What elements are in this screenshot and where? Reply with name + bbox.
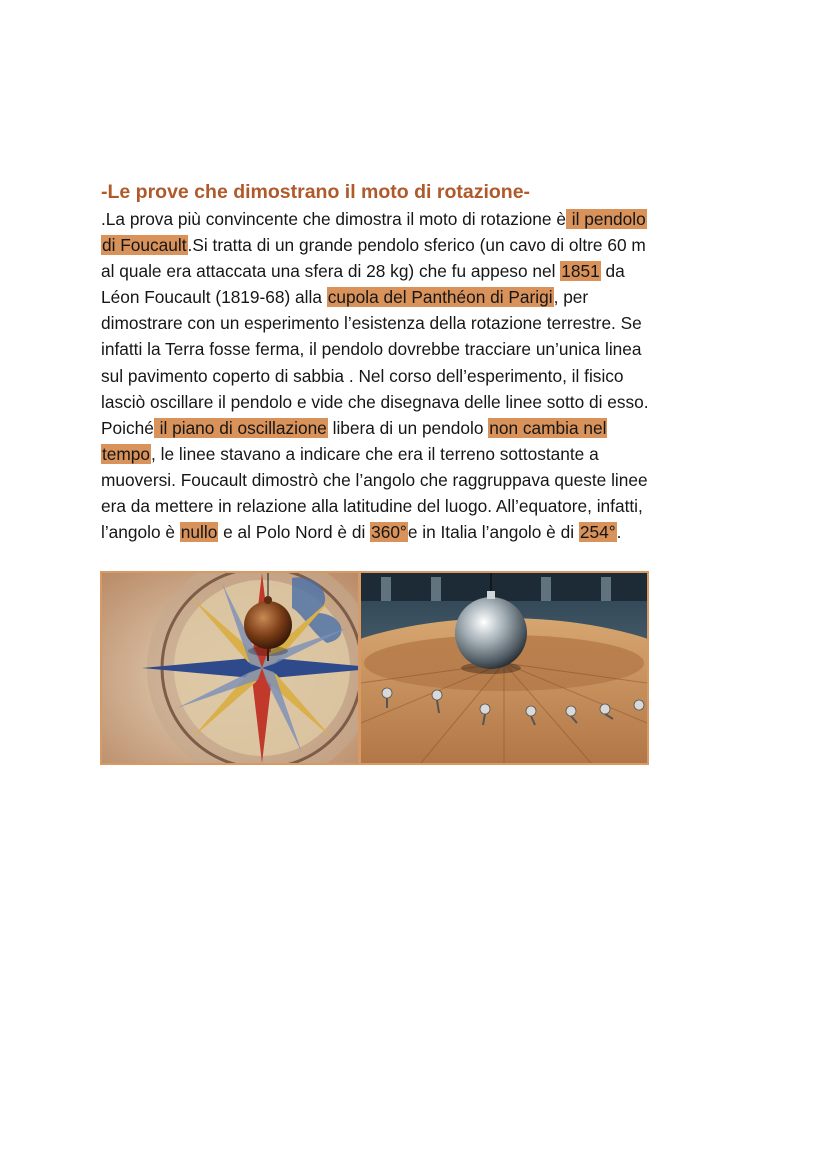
paragraph-line	[101, 519, 741, 545]
text-run: l’angolo è	[101, 522, 180, 543]
photo-figure	[100, 571, 649, 765]
paragraph-line	[101, 258, 741, 284]
text-run: al quale era attaccata una sfera di 28 kg) che fu appeso nel	[101, 261, 561, 282]
text-run: Léon Foucault (1819-68) alla	[101, 287, 327, 308]
text-run: e in Italia l’angolo è di	[407, 522, 579, 543]
pendulum-compass-photo	[102, 573, 358, 763]
pendulum-steel-sphere-photo	[361, 573, 647, 763]
paragraph-line	[101, 310, 741, 336]
paragraph-line	[101, 493, 741, 519]
text-run: Poiché	[101, 417, 154, 438]
body-paragraph	[101, 206, 741, 545]
highlighted-text: nullo	[180, 522, 218, 543]
paragraph-line	[101, 363, 741, 389]
highlighted-text: 254°	[579, 522, 616, 543]
paragraph-line	[101, 284, 741, 310]
text-run: .Si tratta di un grande pendolo sferico (un cavo di oltre 60 m	[187, 235, 646, 256]
text-run: .La prova più convincente che dimostra il moto di rotazione è	[101, 209, 566, 229]
text-run: dimostrare con un esperimento l’esistenza della rotazione terrestre. Se	[101, 313, 642, 334]
paragraph-line	[101, 467, 741, 493]
paragraph-line	[101, 336, 741, 362]
highlighted-text: non cambia nel	[489, 417, 607, 438]
text-run: lasciò oscillare il pendolo e vide che disegnava delle linee sotto di esso.	[101, 391, 649, 412]
text-run: era da mettere in relazione alla latitudine del luogo. All’equatore, infatti,	[101, 496, 643, 517]
paragraph-line	[101, 206, 741, 232]
text-run: da	[600, 261, 625, 282]
text-run: , per	[553, 287, 589, 308]
highlighted-text: il pendolo	[566, 209, 646, 229]
highlighted-text: di Foucault	[102, 235, 187, 256]
paragraph-line	[101, 441, 741, 467]
text-run: libera di un pendolo	[327, 417, 489, 438]
highlighted-text: il piano di oscillazione	[154, 417, 327, 438]
section-heading: -Le prove che dimostrano il moto di rotazione-	[101, 181, 531, 203]
paragraph-line	[101, 232, 741, 258]
text-run: sul pavimento coperto di sabbia . Nel corso dell’esperimento, il fisico	[101, 365, 624, 386]
paragraph-line	[101, 415, 741, 441]
text-run: infatti la Terra fosse ferma, il pendolo dovrebbe tracciare un’unica linea	[101, 339, 642, 360]
highlighted-text: 1851	[561, 261, 600, 282]
text-run: e al Polo Nord è di	[218, 522, 371, 543]
highlighted-text: 360°	[371, 522, 407, 543]
text-run: .	[616, 522, 622, 543]
highlighted-text: cupola del Panthéon di Parigi	[327, 287, 553, 308]
highlighted-text: tempo	[102, 443, 151, 464]
text-run: , le linee stavano a indicare che era il terreno sottostante a	[151, 443, 599, 464]
paragraph-line	[101, 389, 741, 415]
text-run: muoversi. Foucault dimostrò che l’angolo che raggruppava queste linee	[101, 469, 648, 490]
